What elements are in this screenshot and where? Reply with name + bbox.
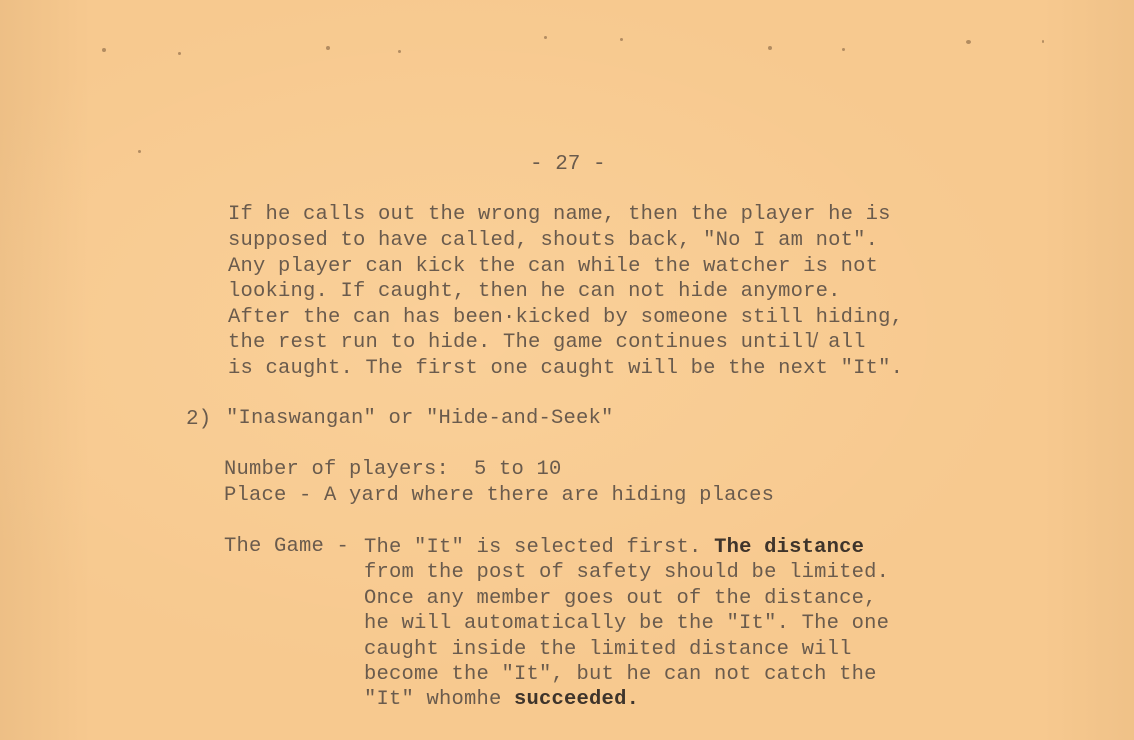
- paper-speck: [544, 36, 547, 39]
- game-line-bold: The distance: [714, 536, 865, 559]
- game-line-text: The "It" is selected first.: [364, 536, 702, 559]
- paper-speck: [398, 50, 401, 53]
- paper-speck: [326, 46, 330, 50]
- players-line: Number of players: 5 to 10: [224, 458, 562, 481]
- paragraph-line: is caught. The first one caught will be the next "It".: [228, 357, 904, 380]
- paper-speck: [620, 38, 623, 41]
- paragraph-line: the rest run to hide. The game continues untill̸ all: [228, 331, 866, 354]
- game-line: [364, 690, 639, 711]
- page-number: - 27 -: [530, 153, 606, 176]
- game-line: Once any member goes out of the distance,: [364, 587, 877, 610]
- paper-speck: [178, 52, 181, 55]
- game-line-bold: succeeded.: [514, 688, 640, 711]
- paragraph-line: After the can has been·kicked by someone still hiding,: [228, 306, 904, 329]
- paragraph-line: supposed to have called, shouts back, "No I am not".: [228, 229, 879, 252]
- game-line-text: "It" whomhe: [364, 688, 502, 711]
- game-label: The Game -: [224, 535, 350, 558]
- game-line: become the "It", but he can not catch the: [364, 663, 877, 686]
- paper-speck: [1042, 40, 1044, 43]
- game-line: from the post of safety should be limited.: [364, 561, 890, 584]
- place-line: Place - A yard where there are hiding places: [224, 484, 775, 507]
- game-line: [364, 538, 864, 559]
- paper-speck: [842, 48, 845, 51]
- section-title: "Inaswangan" or "Hide-and-Seek": [226, 407, 614, 430]
- paper-speck: [768, 46, 772, 50]
- game-line: he will automatically be the "It". The one: [364, 612, 890, 635]
- paper-speck: [138, 150, 141, 153]
- section-number: 2): [186, 408, 212, 431]
- paper-speck: [966, 40, 971, 44]
- game-line: caught inside the limited distance will: [364, 638, 852, 661]
- paper-speck: [102, 48, 106, 52]
- paragraph-line: Any player can kick the can while the watcher is not: [228, 255, 879, 278]
- paragraph-line: If he calls out the wrong name, then the player he is: [228, 203, 891, 226]
- paragraph-line: looking. If caught, then he can not hide anymore.: [228, 280, 841, 303]
